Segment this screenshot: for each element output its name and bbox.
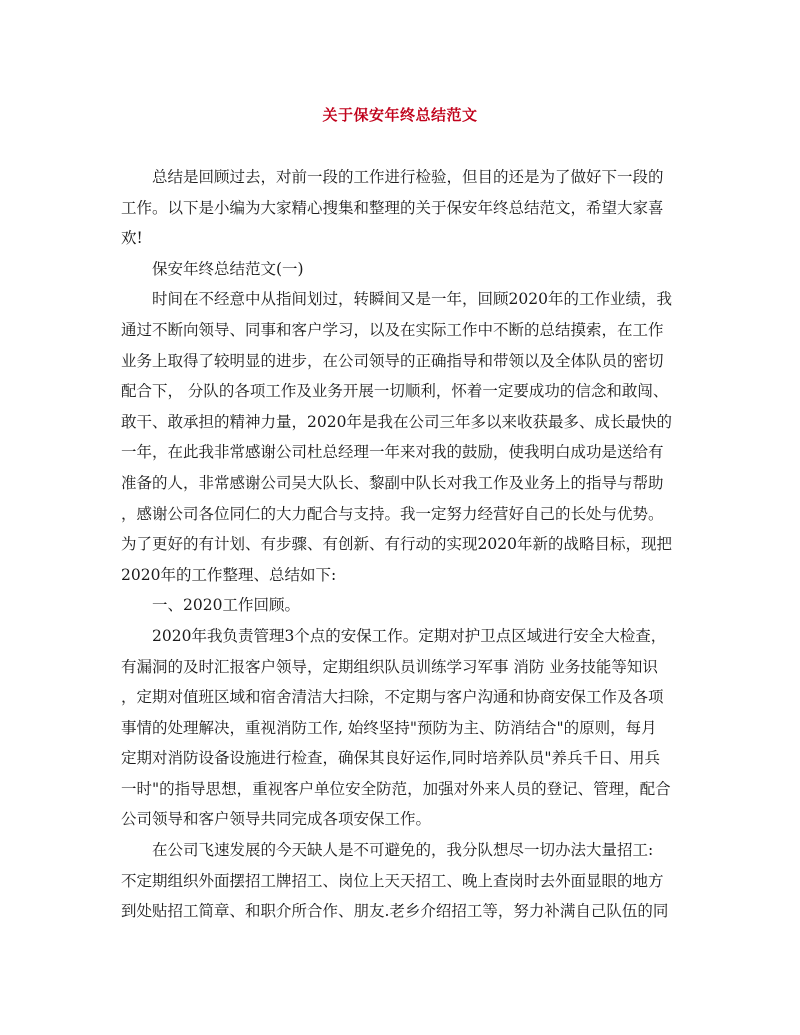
paragraph-line: 有漏洞的及时汇报客户领导，定期组织队员训练学习军事 消防 业务技能等知识 (121, 657, 658, 676)
paragraph-line: 为了更好的有计划、有步骤、有创新、有行动的实现2020年新的战略目标，现把 (121, 535, 672, 554)
paragraph-line: ，感谢公司各位同仁的大力配合与支持。我一定努力经营好自己的长处与优势。 (121, 504, 664, 523)
paragraph-line: 到处贴招工简章、和职介所合作、朋友.老乡介绍招工等，努力补满自己队伍的同 (121, 902, 669, 921)
paragraph-line: ，定期对值班区域和宿舍清洁大扫除，不定期与客户沟通和协商安保工作及各项 (121, 688, 664, 707)
paragraph-line: 通过不断向领导、同事和客户学习，以及在实际工作中不断的总结摸索，在工作 (121, 320, 664, 339)
paragraph-line: 准备的人，非常感谢公司吴大队长、黎副中队长对我工作及业务上的指导与帮助 (121, 473, 664, 492)
paragraph-line: 工作。以下是小编为大家精心搜集和整理的关于保安年终总结范文，希望大家喜 (121, 198, 664, 217)
paragraph-line: 不定期组织外面摆招工牌招工、岗位上天天招工、晚上查岗时去外面显眼的地方 (121, 871, 664, 890)
paragraph-line: 在公司飞速发展的今天缺人是不可避免的，我分队想尽一切办法大量招工: (152, 841, 654, 860)
paragraph-line: 时间在不经意中从指间划过，转瞬间又是一年，回顾2020年的工作业绩，我 (152, 290, 672, 309)
section-heading: 一、2020工作回顾。 (152, 596, 300, 615)
paragraph-line: 2020年的工作整理、总结如下: (121, 565, 337, 584)
paragraph-line: 总结是回顾过去，对前一段的工作进行检验，但目的还是为了做好下一段的 (152, 168, 664, 186)
paragraph-line: 敢干、敢承担的精神力量，2020年是我在公司三年多以来收获最多、成长最快的 (121, 412, 672, 431)
paragraph-line: 公司领导和客户领导共同完成各项安保工作。 (121, 810, 432, 829)
paragraph-line: 业务上取得了较明显的进步，在公司领导的正确指导和带领以及全体队员的密切 (121, 351, 664, 370)
paragraph-line: 配合下， 分队的各项工作及业务开展一切顺利，怀着一定要成功的信念和敢闯、 (121, 382, 669, 401)
paragraph-line: 2020年我负责管理3个点的安保工作。定期对护卫点区域进行安全大检查， (152, 626, 667, 645)
paragraph-line: 欢! (121, 229, 143, 248)
paragraph-line: 事情的处理解决，重视消防工作, 始终坚持"预防为主、防消结合"的原则，每月 (121, 718, 657, 737)
document-body (121, 162, 691, 927)
paragraph-line: 一年，在此我非常感谢公司杜总经理一年来对我的鼓励，使我明白成功是送给有 (121, 443, 664, 462)
document-title: 关于保安年终总结范文 (322, 106, 478, 124)
paragraph-line: 定期对消防设备设施进行检查，确保其良好运作,同时培养队员"养兵千日、用兵 (121, 749, 661, 768)
section-heading: 保安年终总结范文(一) (152, 259, 304, 278)
paragraph-line: 一时"的指导思想，重视客户单位安全防范，加强对外来人员的登记、管理，配合 (121, 779, 671, 798)
